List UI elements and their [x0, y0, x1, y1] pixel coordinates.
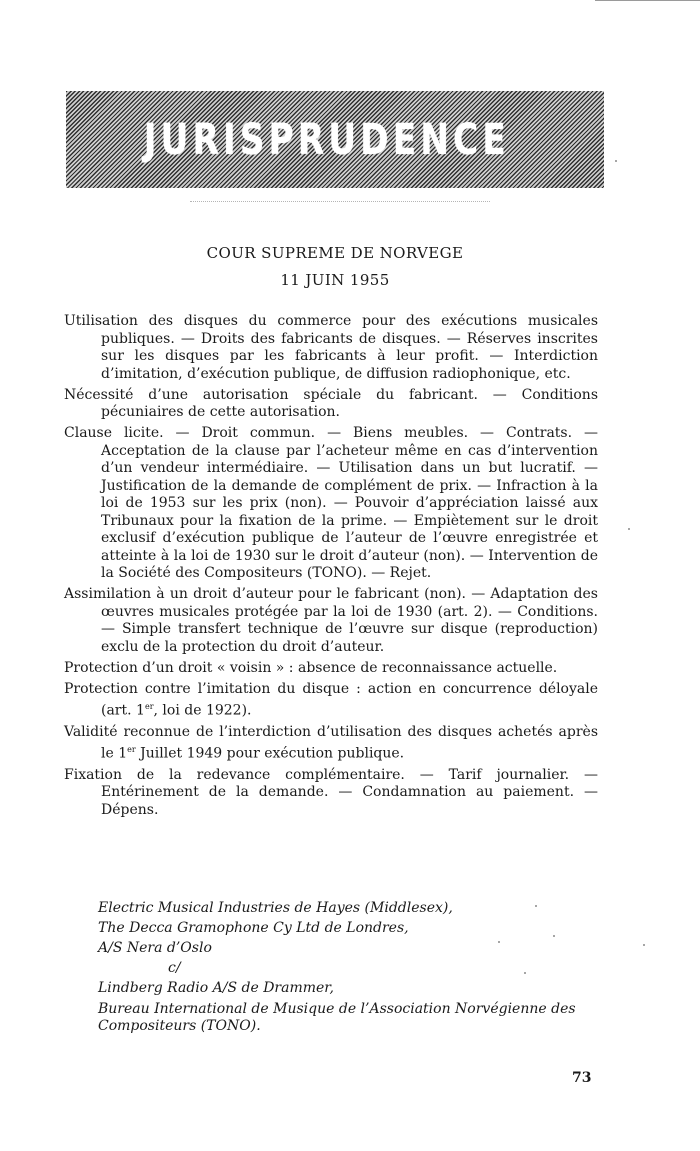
print-speck	[553, 935, 555, 937]
print-speck	[615, 160, 617, 162]
versus-marker: c/	[168, 960, 181, 976]
page-corner-rule	[595, 0, 700, 1]
print-speck	[643, 944, 645, 946]
summary-entry: Protection contre l’imitation du disque : action en concurrence déloyale (art. 1er, loi de 1922).	[64, 680, 598, 719]
summary-entry: Clause licite. — Droit commun. — Biens meubles. — Contrats. — Acceptation de la clause par l’acheteur même en cas d’intervention d’un vendeur intermédiaire. — Utilisation dans un but lucratif. — Justification de la demande de complément de prix. — Infraction à la loi de 1953 sur les prix (non). — Pouvoir d’appréciation laissé aux Tribunaux pour la fixation de la prime. — Empiètement sur le droit exclusif d’exécution publique de l’auteur de l’œuvre enregistrée et atteinte à la loi de 1930 sur le droit d’auteur (non). — Intervention de la Société des Compositeurs (TONO). — Rejet.	[64, 425, 598, 581]
print-speck	[628, 528, 630, 530]
judgment-date: 11 JUIN 1955	[280, 271, 390, 289]
summary-entry: Validité reconnue de l’interdiction d’utilisation des disques achetés après le 1er Juillet 1949 pour exécution publique.	[64, 723, 598, 762]
print-speck	[498, 941, 500, 943]
plaintiff: Electric Musical Industries de Hayes (Middlesex),	[98, 900, 453, 916]
plaintiff: The Decca Gramophone Cy Ltd de Londres,	[98, 920, 409, 936]
summary-entry: Assimilation à un droit d’auteur pour le fabricant (non). — Adaptation des œuvres musicales protégée par la loi de 1930 (art. 2). — Conditions. — Simple transfert technique de l’œuvre sur disque (reproduction) exclu de la protection du droit d’auteur.	[64, 586, 598, 655]
summary-entry: Utilisation des disques du commerce pour des exécutions musicales publiques. — Droits des fabricants de disques. — Réserves inscrites sur les disques par les fabricants à leur profit. — Interdiction d’imitation, d’exécution publique, de diffusion radiophonique, etc.	[64, 313, 598, 382]
page-number: 73	[572, 1070, 592, 1086]
plaintiff: A/S Nera d’Oslo	[98, 940, 212, 956]
court-name: COUR SUPREME DE NORVEGE	[206, 244, 464, 262]
summary-entry: Protection d’un droit « voisin » : absence de reconnaissance actuelle.	[64, 659, 558, 676]
defendant: Lindberg Radio A/S de Drammer,	[98, 980, 334, 996]
print-speck	[524, 972, 526, 974]
print-speck	[535, 905, 537, 907]
case-parties	[98, 898, 600, 1035]
defendant: Bureau International de Musique de l’Association Norvégienne des Compositeurs (TONO).	[98, 1001, 576, 1034]
banner-underline	[190, 201, 490, 204]
case-summary	[64, 313, 598, 823]
section-banner	[66, 91, 604, 188]
banner-title: JURISPRUDENCE	[143, 114, 511, 165]
summary-entry: Fixation de la redevance complémentaire. — Tarif journalier. — Entérinement de la demande. — Condamnation au paiement. — Dépens.	[64, 766, 598, 818]
summary-entry: Nécessité d’une autorisation spéciale du fabricant. — Conditions pécuniaires de cette autorisation.	[64, 386, 598, 420]
